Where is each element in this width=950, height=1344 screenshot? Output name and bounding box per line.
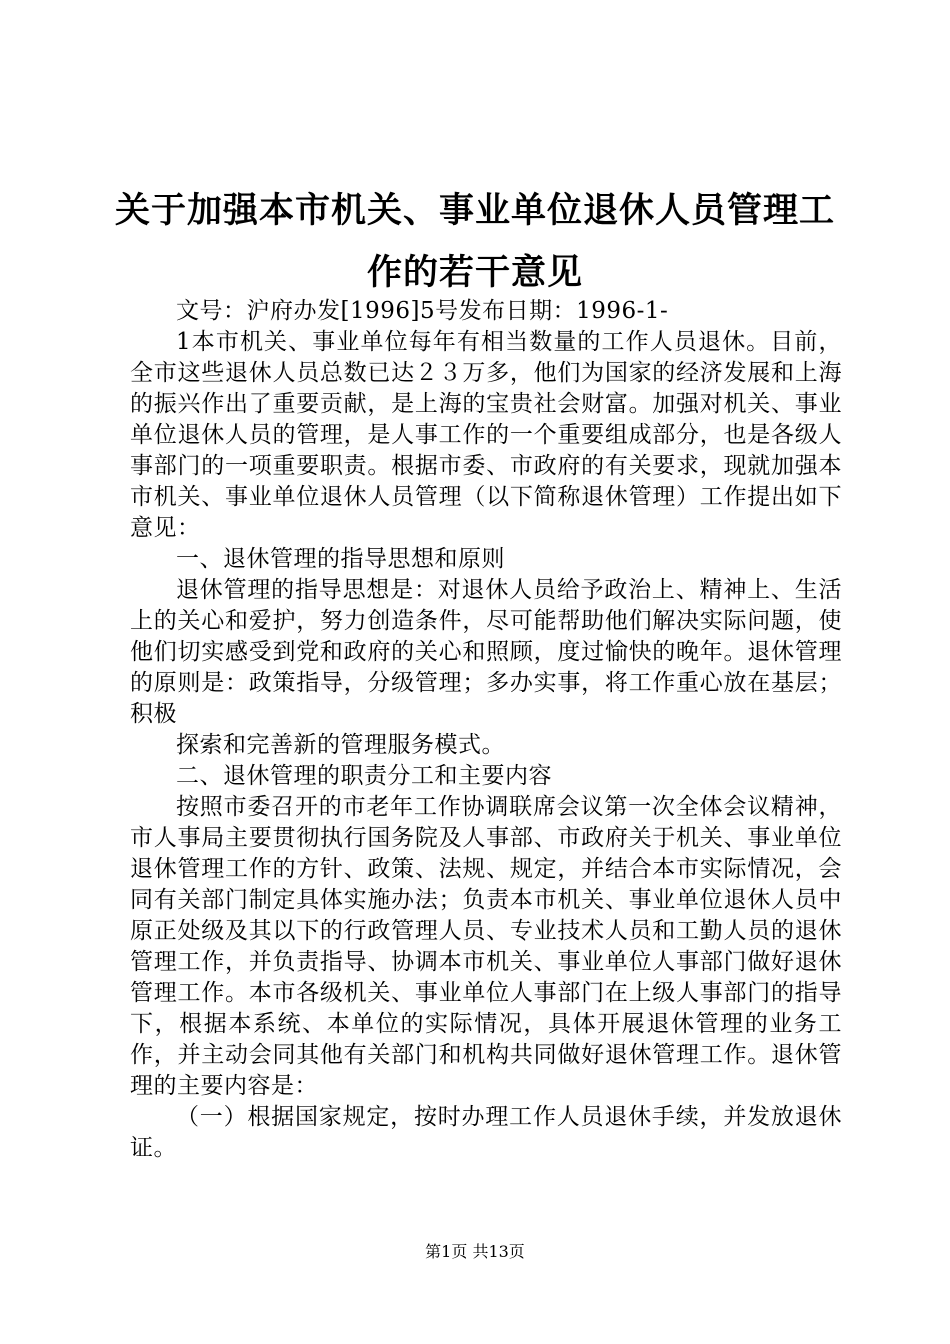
title-line-1: 关于加强本市机关、事业单位退休人员管理工 — [114, 191, 835, 231]
document-title — [110, 180, 840, 304]
paragraph-intro: 1本市机关、事业单位每年有相当数量的工作人员退休。目前，全市这些退休人员总数已达２３万多，他们为国家的经济发展和上海的振兴作出了重要贡献，是上海的宝贵社会财富。加强对机关、事业单位退休人员的管理，是人事工作的一个重要组成部分，也是各级人事部门的一项重要职责。根据市委、市政府的有关要求，现就加强本市机关、事业单位退休人员管理（以下简称退休管理）工作提出如下意见： — [130, 329, 842, 541]
paragraph-guiding-principles: 退休管理的指导思想是：对退休人员给予政治上、精神上、生活上的关心和爱护，努力创造条件，尽可能帮助他们解决实际问题，使他们切实感受到党和政府的关心和照顾，度过愉快的晚年。退休管理的原则是：政策指导，分级管理；多办实事，将工作重心放在基层；积极 — [130, 577, 842, 727]
document-body — [130, 296, 842, 1164]
page-number-footer: 第1页 共13页 — [425, 1242, 525, 1261]
section-heading-2: 二、退休管理的职责分工和主要内容 — [176, 763, 552, 789]
paragraph-continuation: 探索和完善新的管理服务模式。 — [176, 732, 505, 758]
title-line-2: 作的若干意见 — [366, 253, 583, 293]
section-heading-1: 一、退休管理的指导思想和原则 — [176, 546, 505, 572]
doc-meta-line: 文号：沪府办发[1996]5号发布日期：1996-1- — [176, 298, 669, 324]
paragraph-responsibilities: 按照市委召开的市老年工作协调联席会议第一次全体会议精神，市人事局主要贯彻执行国务院及人事部、市政府关于机关、事业单位退休管理工作的方针、政策、法规、规定，并结合本市实际情况，会同有关部门制定具体实施办法；负责本市机关、事业单位退休人员中原正处级及其以下的行政管理人员、专业技术人员和工勤人员的退休管理工作，并负责指导、协调本市机关、事业单位人事部门做好退休管理工作。本市各级机关、事业单位人事部门在上级人事部门的指导下，根据本系统、本单位的实际情况，具体开展退休管理的业务工作，并主动会同其他有关部门和机构共同做好退休管理工作。退休管理的主要内容是： — [130, 794, 842, 1099]
paragraph-item-1: （一）根据国家规定，按时办理工作人员退休手续，并发放退休证。 — [130, 1104, 842, 1161]
